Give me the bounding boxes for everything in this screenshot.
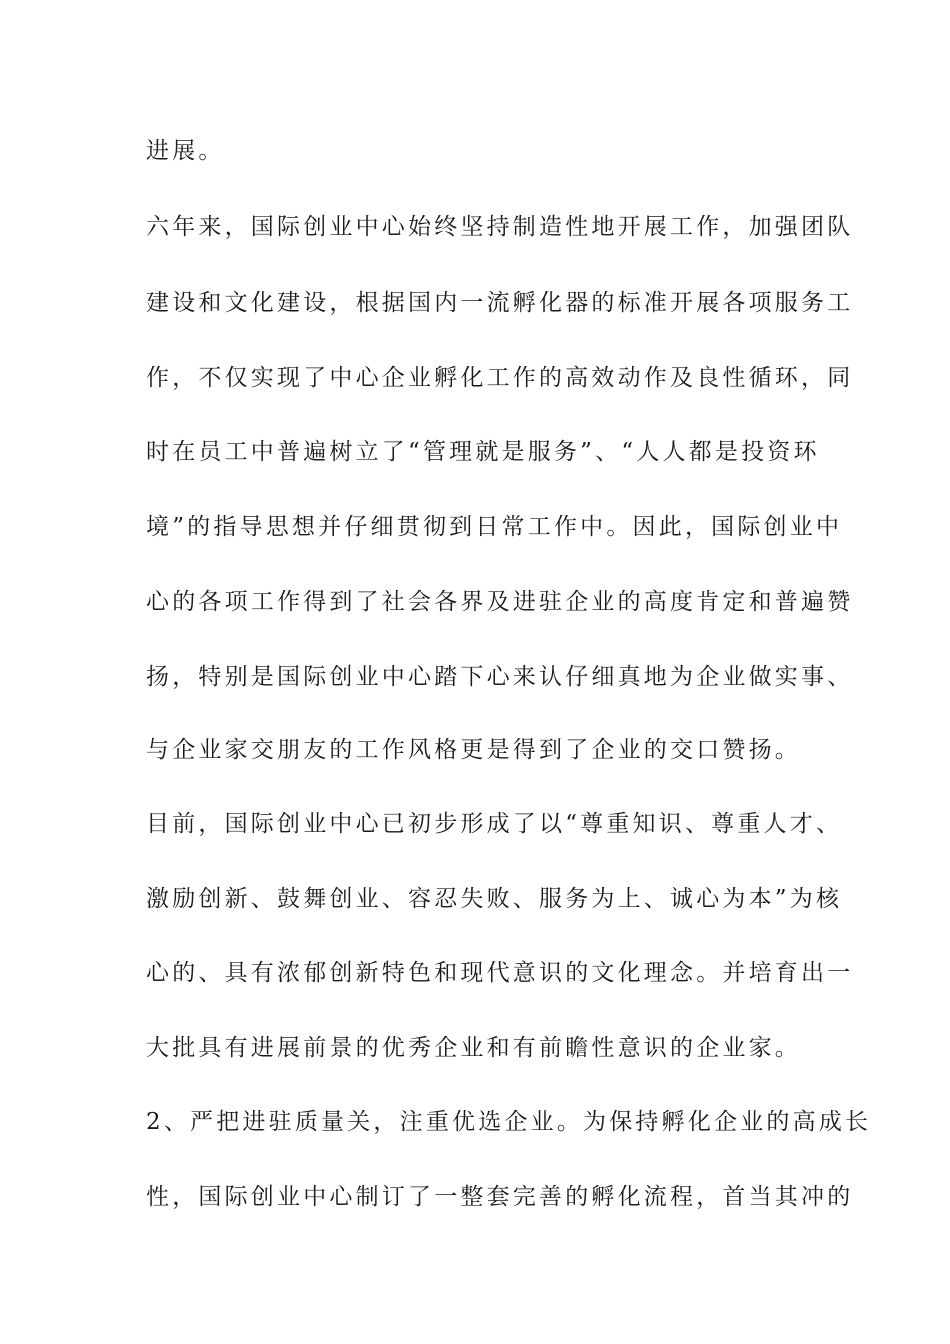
text-line: 目前，国际创业中心已初步形成了以“尊重知识、尊重人才、: [146, 811, 843, 837]
text-line: 激励创新、鼓舞创业、容忍失败、服务为上、诚心为本”为核: [146, 886, 843, 912]
text-line: 心的、具有浓郁创新特色和现代意识的文化理念。并培育出一: [146, 960, 854, 986]
text-line: 作，不仅实现了中心企业孵化工作的高效动作及良性循环，同: [146, 365, 854, 391]
text-line: 进展。: [146, 138, 225, 164]
text-line: 大批具有进展前景的优秀企业和有前瞻性意识的企业家。: [146, 1035, 801, 1061]
text-line: 扬，特别是国际创业中心踏下心来认仔细真地为企业做实事、: [146, 664, 854, 690]
text-line: 境”的指导思想并仔细贯彻到日常工作中。因此，国际创业中: [146, 514, 843, 540]
text-line: 心的各项工作得到了社会各界及进驻企业的高度肯定和普遍赞: [146, 589, 854, 615]
text-line: 性，国际创业中心制订了一整套完善的孵化流程，首当其冲的: [146, 1184, 854, 1210]
text-line: 2、严把进驻质量关，注重优选企业。为保持孵化企业的高成长: [146, 1109, 872, 1135]
text-line: 时在员工中普遍树立了“管理就是服务”、“人人都是投资环: [146, 439, 820, 465]
text-line: 与企业家交朋友的工作风格更是得到了企业的交口赞扬。: [146, 737, 801, 763]
text-line: 六年来，国际创业中心始终坚持制造性地开展工作，加强团队: [146, 214, 854, 240]
text-line: 建设和文化建设，根据国内一流孵化器的标准开展各项服务工: [146, 290, 854, 316]
